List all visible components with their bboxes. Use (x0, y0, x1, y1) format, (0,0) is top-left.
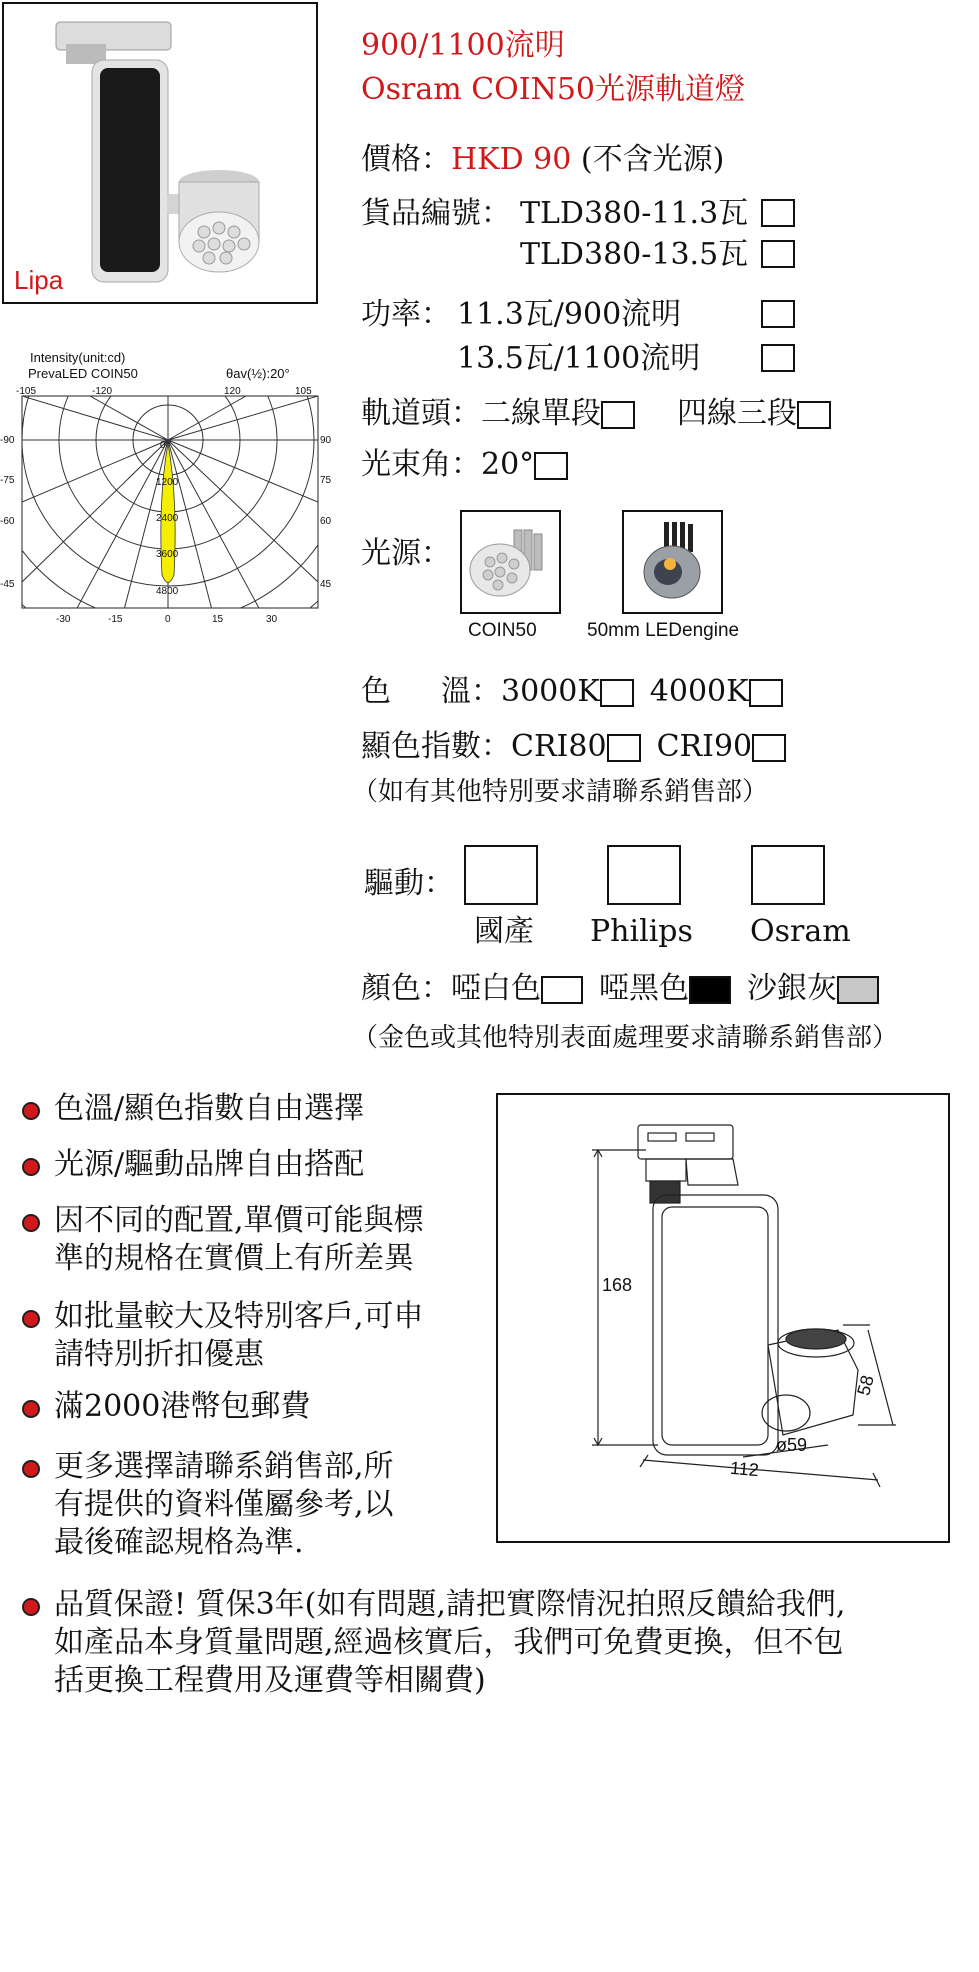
brand-logo: Lipa (14, 265, 64, 295)
track-label: 軌道頭： (361, 396, 481, 431)
polar-bottom-tick: 15 (212, 614, 224, 625)
polar-model-label: PrevaLED COIN50 (28, 366, 138, 381)
polar-ring-label: 3600 (156, 549, 179, 560)
bullet-icon (22, 1158, 40, 1176)
light-source-caption-2: 50mm LEDengine (587, 620, 740, 641)
colour-swatch-black[interactable] (689, 976, 731, 1004)
polar-left-tick: -75 (0, 475, 15, 486)
bullet-icon (22, 1102, 40, 1120)
price-row (361, 142, 724, 178)
cri-checkbox-2[interactable] (752, 734, 786, 762)
power-checkbox-1[interactable] (761, 300, 795, 328)
track-option-1: 二線單段 (481, 396, 601, 431)
colour-swatch-white[interactable] (541, 976, 583, 1004)
polar-bottom-tick: -15 (108, 614, 123, 625)
price-note: (不含光源) (571, 142, 725, 177)
driver-label: 驅動： (364, 866, 454, 901)
price-label: 價格： (361, 142, 451, 177)
bullet-icon (22, 1310, 40, 1328)
color-temp-checkbox-2[interactable] (749, 679, 783, 707)
price-value: HKD 90 (451, 142, 572, 177)
track-checkbox-2[interactable] (797, 401, 831, 429)
ledengine-module-image (624, 512, 721, 612)
polar-left-tick: -45 (0, 579, 15, 590)
dim-length: 112 (729, 1457, 760, 1481)
driver-option-osram-box[interactable] (751, 845, 825, 905)
polar-right-tick: 75 (320, 475, 332, 486)
polar-left-tick: -60 (0, 516, 15, 527)
beam-label: 光束角： (361, 447, 481, 482)
power-checkbox-2[interactable] (761, 344, 795, 372)
feature-text: 如批量較大及特別客戶,可申 請特別折扣優惠 (54, 1299, 424, 1372)
bullet-icon (22, 1400, 40, 1418)
polar-ring-label: 2400 (156, 513, 179, 524)
beam-value: 20° (481, 447, 535, 482)
feature-text: 光源/驅動品牌自由搭配 (54, 1147, 365, 1182)
color-temp-checkbox-1[interactable] (600, 679, 634, 707)
track-row (361, 396, 831, 432)
item-no-label: 貨品編號： (361, 196, 511, 231)
cri-checkbox-1[interactable] (607, 734, 641, 762)
track-light-photo (4, 4, 316, 302)
driver-option-philips: Philips (590, 914, 693, 949)
beam-row (361, 447, 568, 483)
polar-left-tick: -90 (0, 435, 15, 446)
track-checkbox-1[interactable] (601, 401, 635, 429)
polar-unit-label: Intensity(unit:cd) (30, 350, 126, 365)
colour-swatch-grey[interactable] (837, 976, 879, 1004)
colour-row (361, 971, 879, 1007)
cri-label: 顯色指數： (361, 729, 511, 764)
color-temp-option-2: 4000K (649, 674, 749, 709)
cri-option-1: CRI80 (511, 729, 607, 764)
driver-option-domestic: 國產 (474, 914, 534, 949)
item-no-option-1: TLD380-11.3瓦 (520, 196, 749, 231)
polar-ring-label: 4800 (156, 586, 179, 597)
color-temp-row (361, 674, 783, 710)
intensity-polar-chart (0, 350, 330, 650)
cri-option-2: CRI90 (656, 729, 753, 764)
feature-text: 滿2000港幣包郵費 (54, 1389, 311, 1424)
polar-right-tick: 90 (320, 435, 332, 446)
item-no-checkbox-1[interactable] (761, 199, 795, 227)
dimension-drawing-frame (496, 1093, 950, 1543)
light-source-option-ledengine[interactable] (622, 510, 723, 614)
title-line2: Osram COIN50光源軌道燈 (361, 72, 746, 107)
title-line1: 900/1100流明 (361, 28, 565, 63)
colour-option-white: 啞白色 (451, 971, 541, 1006)
feature-text: 因不同的配置,單價可能與標 準的規格在實價上有所差異 (54, 1203, 424, 1276)
colour-option-grey: 沙銀灰 (747, 971, 837, 1006)
power-option-2: 13.5瓦/1100流明 (457, 341, 701, 376)
item-no-checkbox-2[interactable] (761, 240, 795, 268)
driver-option-osram: Osram (750, 914, 851, 949)
polar-right-tick: 45 (320, 579, 332, 590)
driver-option-domestic-box[interactable] (464, 845, 538, 905)
polar-bottom-tick: 0 (165, 614, 171, 625)
color-temp-label-a: 色 (361, 674, 391, 709)
polar-grid (0, 350, 330, 650)
polar-top-tick: -120 (92, 386, 113, 397)
feature-text: 色溫/顯色指數自由選擇 (54, 1091, 365, 1126)
special-request-note: （如有其他特別要求請聯系銷售部） (352, 777, 769, 807)
colour-label: 顏色： (361, 971, 451, 1006)
dim-depth: 58 (853, 1373, 878, 1398)
power-option-1: 11.3瓦/900流明 (457, 297, 682, 332)
colour-option-black: 啞黑色 (599, 971, 689, 1006)
dimension-drawing (498, 1095, 948, 1541)
cri-row (361, 729, 786, 765)
polar-top-tick: 105 (295, 386, 312, 397)
dim-diameter: ø59 (776, 1435, 808, 1455)
light-source-caption-1: COIN50 (468, 620, 537, 641)
light-source-option-coin50[interactable] (460, 510, 561, 614)
track-option-2: 四線三段 (677, 396, 797, 431)
bullet-icon (22, 1214, 40, 1232)
light-source-label: 光源： (361, 536, 451, 571)
polar-beam-label: θav(½):20° (226, 366, 290, 381)
coin50-module-image (462, 512, 559, 612)
bullet-icon (22, 1598, 40, 1616)
finish-request-note: （金色或其他特別表面處理要求請聯系銷售部） (352, 1023, 899, 1053)
polar-top-tick: -105 (16, 386, 37, 397)
color-temp-option-1: 3000K (501, 674, 600, 709)
polar-bottom-tick: 30 (266, 614, 278, 625)
polar-ring-label: 1200 (156, 477, 179, 488)
product-photo-frame (2, 2, 318, 304)
driver-option-philips-box[interactable] (607, 845, 681, 905)
beam-checkbox[interactable] (534, 452, 568, 480)
item-no-option-2: TLD380-13.5瓦 (520, 237, 749, 272)
color-temp-label-b: 溫： (441, 674, 501, 709)
power-label: 功率： (361, 297, 451, 332)
feature-text: 品質保證! 質保3年(如有問題,請把實際情況拍照反饋給我們, 如產品本身質量問題,經過核實后，我們可免費更換，但不包 括更換工程費用及運費等相關費) (54, 1587, 846, 1698)
dim-height: 168 (602, 1275, 633, 1295)
feature-text: 更多選擇請聯系銷售部,所 有提供的資料僅屬參考,以 最後確認規格為準. (54, 1449, 394, 1560)
polar-ring-label: 0 (160, 440, 166, 451)
polar-bottom-tick: -30 (56, 614, 71, 625)
polar-top-tick: 120 (224, 386, 241, 397)
bullet-icon (22, 1460, 40, 1478)
polar-right-tick: 60 (320, 516, 332, 527)
